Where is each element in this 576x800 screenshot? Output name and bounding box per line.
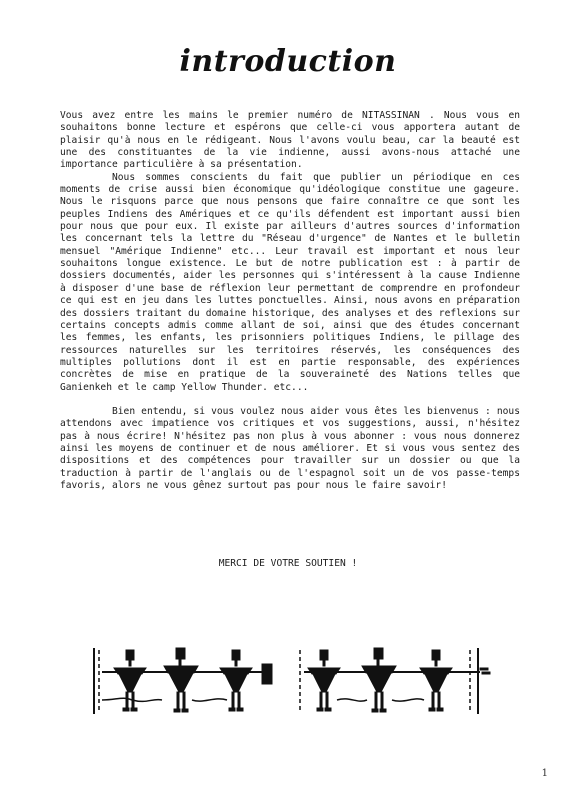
paragraph-intro: Vous avez entre les mains le premier numéro de NITASSINAN . Nous vous en souhaitons bonne lecture et espérons que celle-ci vous apportera autant de plaisir qu'à nous en le rédigeant. Nous l'avons voulu beau, car la beauté est une des constituantes de la vie indienne, aussi avons-nous attaché une importance particulière à sa présentation. — [60, 110, 520, 171]
thanks-line: MERCI DE VOTRE SOUTIEN ! — [218, 558, 358, 569]
woven-figures-frieze-icon — [92, 644, 492, 718]
frieze-fringe-left — [94, 648, 99, 714]
frieze-fringe-right — [470, 648, 490, 714]
paragraph-purpose: Nous sommes conscients du fait que publier un périodique en ces moments de crise aussi bien économique qu'idéologique constitue une gageure. Nous le risquons parce que nous pensons que faire connaître ce que sont les peuples Indiens des Amériques et ce qu'ils défendent est important aussi bien pour nous que pour eux. Il existe par ailleurs d'autres sources d'information les concernant tels la lettre du "Réseau d'urgence" de Nantes et le bulletin mensuel "Amérique Indienne" etc... Leur travail est important et nous leur souhaitons longue existence. Le but de notre publication est : à partir de dossiers documentés, aider les personnes qui s'intéressent à la cause Indienne à disposer d'une base de réflexion leur permettant de comprendre en profondeur ce qui est en jeu dans les luttes ponctuelles. Ainsi, nous avons en préparation des dossiers traitant du domaine historique, des analyses et des reflexions sur certains concepts admis comme allant de soi, ainsi que des études concernant les femmes, les enfants, les prisonniers politiques Indiens, le pillage des ressources naturelles sur les territoires réservés, les conséquences des multiples pollutions dont il est en partie responsable, des expériences concrètes de mise en pratique de la souveraineté des Nations telles que Ganienkeh et le camp Yellow Thunder. etc... — [60, 171, 520, 393]
article-body — [60, 110, 520, 492]
paragraph-invitation: Bien entendu, si vous voulez nous aider vous êtes les bienvenus : nous attendons avec impatience vos critiques et vos suggestions, aussi, n'hésitez pas à nous écrire! N'hésitez pas non plus à vous abonner : vous nous donnerez ainsi les moyens de continuer et de nous améliorer. Et si vous vous sentez des dispositions et des compétences pour travailler sur un dossier ou que la traduction à partir de l'anglais ou de l'espagnol soit un de vos passe-temps favoris, alors ne vous gênez surtout pas pour nous le faire savoir! — [60, 405, 520, 491]
page-title: introduction — [179, 44, 397, 79]
page-number: 1 — [541, 768, 548, 779]
